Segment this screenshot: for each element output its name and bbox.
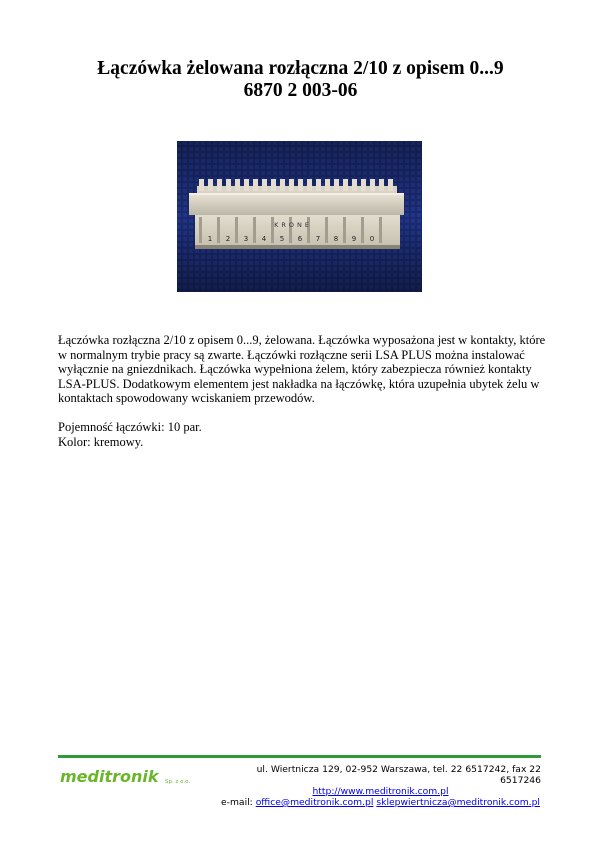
digit-label: 2	[225, 235, 231, 243]
company-contact	[220, 764, 541, 808]
email-office-link[interactable]: office@meditronik.com.pl	[255, 797, 374, 808]
email-shop-link[interactable]: sklepwiertnicza@meditronik.com.pl	[376, 797, 540, 808]
digit-label: 3	[243, 235, 249, 243]
description-paragraph: Łączówka rozłączna 2/10 z opisem 0...9, żelowana. Łączówka wyposażona jest w kontakty, które w normalnym trybie pracy są zwarte. Łączówki rozłączne serii LSA PLUS można instalować wyłącznie na gniezdnikach. Łączówka wypełniona żelem, który zabezpiecza również kontakty LSA-PLUS. Dodatkowym elementem jest nakładka na łączówkę, która uzupełnia ubytek żelu w kontaktach spowodowany wciskaniem przewodów.	[58, 333, 546, 405]
digit-label: 5	[279, 235, 285, 243]
connector-strip	[189, 179, 404, 249]
company-logo	[60, 764, 220, 790]
company-address: ul. Wiertnicza 129, 02-952 Warszawa, tel. 22 6517242, fax 22 6517246	[256, 764, 541, 786]
title-line-1: Łączówka żelowana rozłączna 2/10 z opisem 0...9	[97, 58, 504, 79]
brand-text: KRONE	[274, 221, 312, 229]
product-description	[58, 333, 548, 449]
product-photo	[177, 141, 422, 292]
page-title	[0, 58, 601, 102]
footer-divider	[58, 755, 541, 758]
title-line-2: 6870 2 003-06	[243, 80, 358, 101]
website-link[interactable]: http://www.meditronik.com.pl	[312, 786, 449, 797]
digit-label: 1	[207, 235, 213, 243]
digit-label: 4	[261, 235, 267, 243]
digit-label: 8	[333, 235, 339, 243]
digit-label: 6	[297, 235, 303, 243]
color-text: Kolor: kremowy.	[58, 434, 144, 449]
logo-wordmark: meditronik	[60, 767, 159, 786]
capacity-text: Pojemność łączówki: 10 par.	[58, 420, 202, 434]
digit-label: 9	[351, 235, 357, 243]
logo-suffix: Sp. z o.o.	[165, 779, 191, 785]
digit-label: 7	[315, 235, 321, 243]
digit-label: 0	[369, 235, 375, 243]
email-label: e-mail:	[221, 797, 253, 808]
